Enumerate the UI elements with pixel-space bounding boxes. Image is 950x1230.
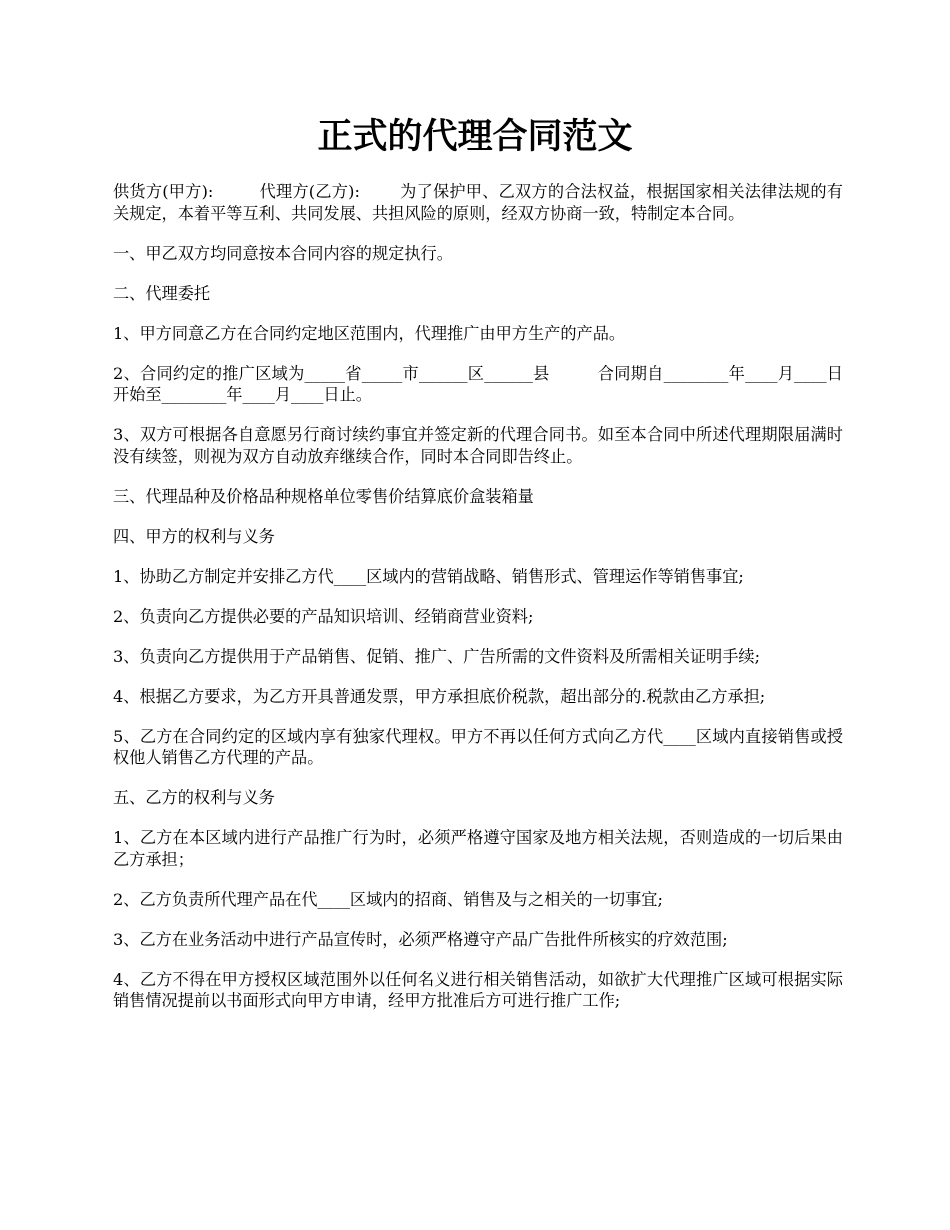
section-heading-party-a: 四、甲方的权利与义务	[113, 526, 275, 546]
paragraph-agency-2	[113, 363, 843, 406]
section-heading-party-b: 五、乙方的权利与义务	[113, 788, 275, 807]
paragraph-party-b-4: 4、乙方不得在甲方授权区域范围外以任何名义进行相关销售活动，如欲扩大代理推广区域可根据实际销售情况提前以书面形式向甲方申请，经甲方批准后方可进行推广工作;	[113, 969, 843, 1010]
term-clause: 合同期自________年____月____日开始至________年____月____日止。	[113, 363, 843, 404]
paragraph-party-a-3: 3、负责向乙方提供用于产品销售、促销、推广、广告所需的文件资料及所需相关证明手续;	[113, 646, 761, 666]
paragraph-party-a-2: 2、负责向乙方提供必要的产品知识培训、经销商营业资料;	[113, 606, 534, 626]
document-body	[113, 181, 843, 1030]
section-heading-agency: 二、代理委托	[113, 283, 211, 303]
intro-paragraph	[113, 181, 843, 224]
paragraph-party-b-2: 2、乙方负责所代理产品在代____区域内的招商、销售及与之相关的一切事宜;	[113, 889, 663, 909]
region-clause: 2、合同约定的推广区域为_____省_____市______区______县	[113, 363, 550, 383]
agent-label: 代理方(乙方):	[259, 182, 360, 201]
intro-text: 为了保护甲、乙双方的合法权益，根据国家相关法律法规的有关规定，本着平等互利、共同发展、共担风险的原则，经双方协商一致，特制定本合同。	[113, 182, 843, 223]
paragraph-party-a-5: 5、乙方在合同约定的区域内享有独家代理权。甲方不再以任何方式向乙方代____区域内直接销售或授权他人销售乙方代理的产品。	[113, 726, 843, 767]
section-heading-products: 三、代理品种及价格品种规格单位零售价结算底价盒装箱量	[113, 486, 534, 506]
page-title: 正式的代理合同范文	[317, 116, 633, 157]
paragraph-party-b-3: 3、乙方在业务活动中进行产品宣传时，必须严格遵守产品广告批件所核实的疗效范围;	[113, 929, 728, 949]
paragraph-party-b-1: 1、乙方在本区域内进行产品推广行为时，必须严格遵守国家及地方相关法规，否则造成的一切后果由乙方承担；	[113, 828, 843, 869]
paragraph-party-a-1: 1、协助乙方制定并安排乙方代____区域内的营销战略、销售形式、管理运作等销售事宜;	[113, 566, 744, 586]
paragraph-agreement: 一、甲乙双方均同意按本合同内容的规定执行。	[113, 243, 453, 263]
paragraph-agency-1: 1、甲方同意乙方在合同约定地区范围内，代理推广由甲方生产的产品。	[113, 323, 626, 343]
supplier-label: 供货方(甲方):	[113, 182, 214, 201]
paragraph-party-a-4: 4、根据乙方要求，为乙方开具普通发票，甲方承担底价税款，超出部分的.税款由乙方承担;	[113, 686, 766, 706]
paragraph-agency-3: 3、双方可根据各自意愿另行商讨续约事宜并签定新的代理合同书。如至本合同中所述代理期限届满时没有续签，则视为双方自动放弃继续合作，同时本合同即告终止。	[113, 425, 843, 466]
